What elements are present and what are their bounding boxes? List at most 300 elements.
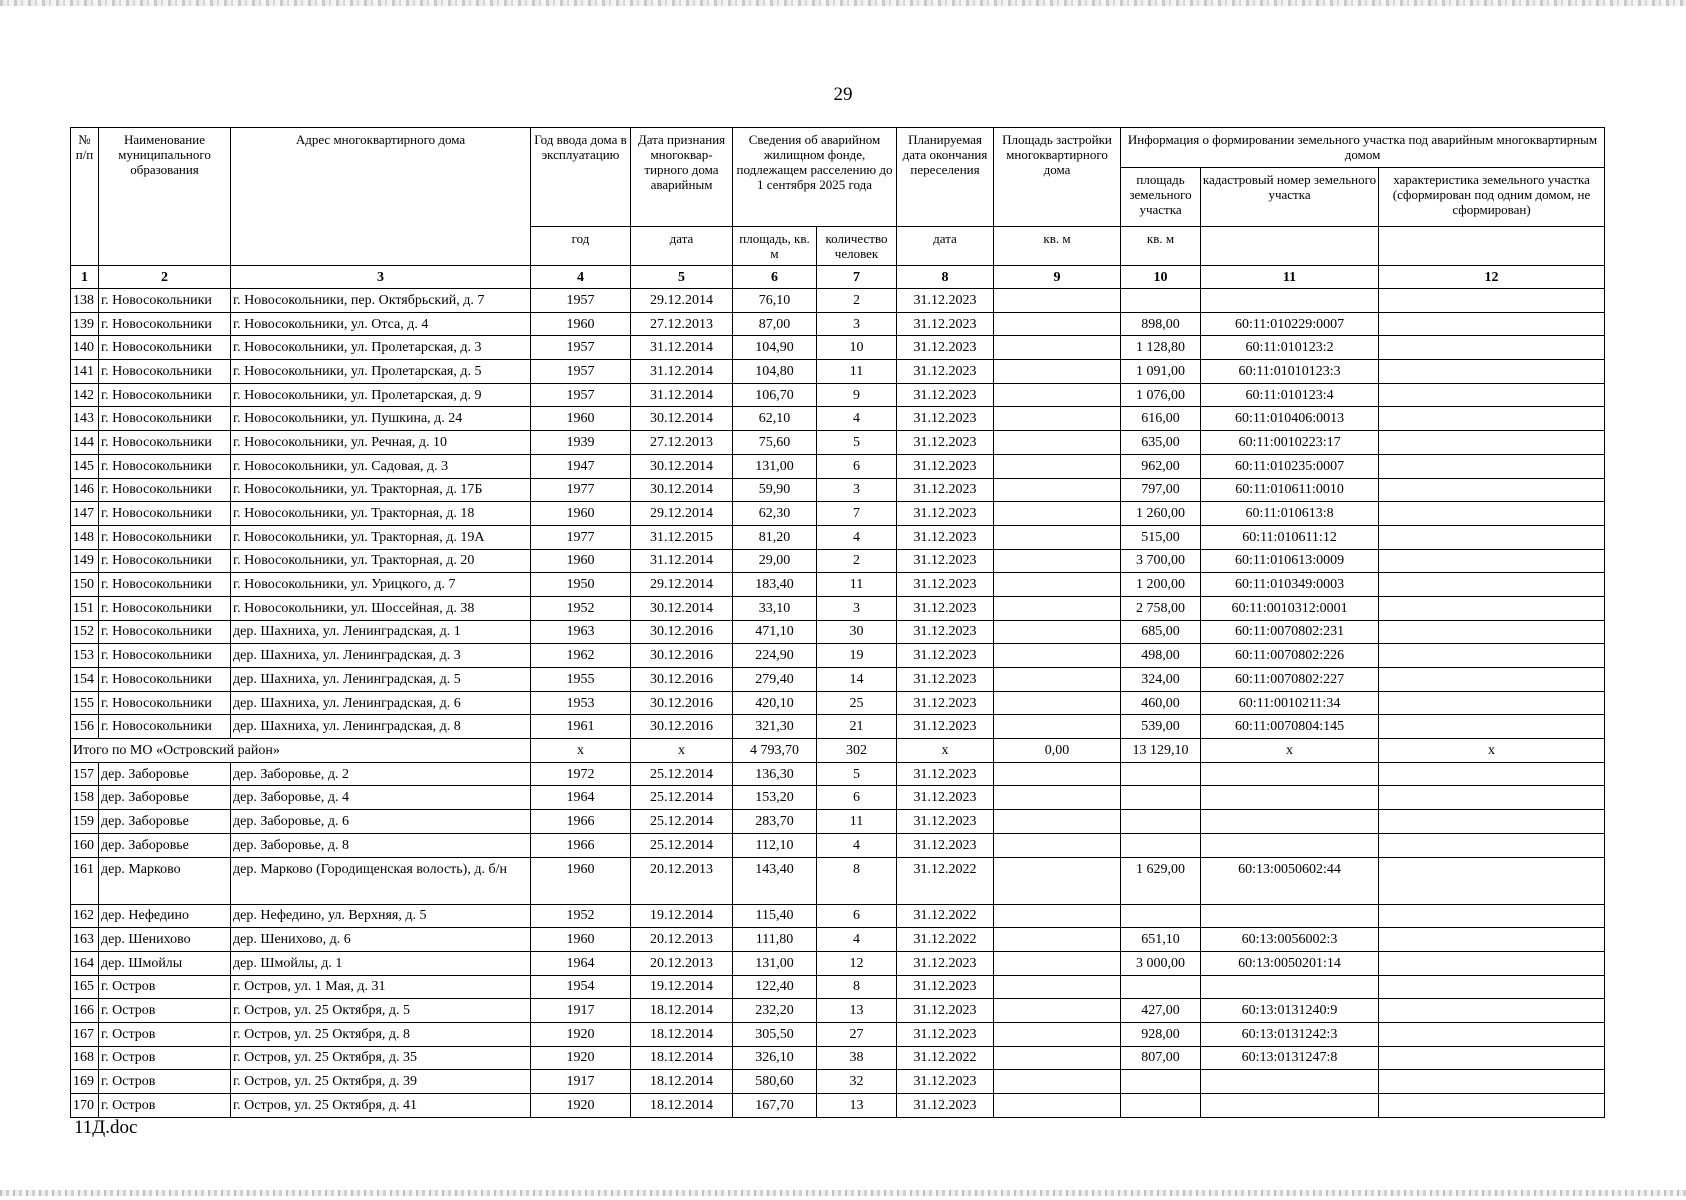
address-cell: г. Новосокольники, пер. Октябрьский, д. 7 bbox=[231, 289, 531, 313]
land-area-cell bbox=[1121, 833, 1201, 857]
recognition-date-cell: 19.12.2014 bbox=[631, 904, 733, 928]
address-cell: дер. Нефедино, ул. Верхняя, д. 5 bbox=[231, 904, 531, 928]
address-cell: г. Новосокольники, ул. Тракторная, д. 18 bbox=[231, 502, 531, 526]
land-characteristic-cell bbox=[1379, 904, 1605, 928]
land-characteristic-cell bbox=[1379, 360, 1605, 384]
address-cell: дер. Заборовье, д. 2 bbox=[231, 762, 531, 786]
municipality-cell: дер. Шенихово bbox=[99, 928, 231, 952]
column-numbers-row bbox=[71, 266, 1605, 289]
year-cell: 1920 bbox=[531, 1046, 631, 1070]
planned-date-cell: 31.12.2023 bbox=[897, 810, 994, 834]
land-characteristic-cell bbox=[1379, 383, 1605, 407]
address-cell: г. Новосокольники, ул. Тракторная, д. 19А bbox=[231, 525, 531, 549]
year-cell: 1964 bbox=[531, 951, 631, 975]
land-characteristic-cell bbox=[1379, 431, 1605, 455]
municipality-cell: г. Новосокольники bbox=[99, 644, 231, 668]
municipality-cell: дер. Шмойлы bbox=[99, 951, 231, 975]
table-row bbox=[71, 431, 1605, 455]
year-cell: 1962 bbox=[531, 644, 631, 668]
land-characteristic-cell bbox=[1379, 644, 1605, 668]
recognition-date-cell: 25.12.2014 bbox=[631, 762, 733, 786]
recognition-date-cell: 20.12.2013 bbox=[631, 951, 733, 975]
row-number: 161 bbox=[71, 857, 99, 904]
table-row bbox=[71, 1022, 1605, 1046]
people-count-cell: 8 bbox=[817, 975, 897, 999]
area-cell: 279,40 bbox=[733, 668, 817, 692]
table-row bbox=[71, 620, 1605, 644]
land-area-cell: 324,00 bbox=[1121, 668, 1201, 692]
land-area-cell: 427,00 bbox=[1121, 999, 1201, 1023]
area-cell: 62,10 bbox=[733, 407, 817, 431]
municipality-cell: дер. Заборовье bbox=[99, 762, 231, 786]
planned-date-cell: 31.12.2023 bbox=[897, 999, 994, 1023]
planned-date-cell: 31.12.2023 bbox=[897, 762, 994, 786]
building-area-cell bbox=[994, 928, 1121, 952]
address-cell: г. Остров, ул. 25 Октября, д. 5 bbox=[231, 999, 531, 1023]
cadastral-number-cell: 60:11:010406:0013 bbox=[1201, 407, 1379, 431]
municipality-cell: г. Новосокольники bbox=[99, 596, 231, 620]
total-land-area: 13 129,10 bbox=[1121, 739, 1201, 763]
area-cell: 104,90 bbox=[733, 336, 817, 360]
planned-date-cell: 31.12.2023 bbox=[897, 525, 994, 549]
column-number: 2 bbox=[99, 266, 231, 289]
year-cell: 1952 bbox=[531, 904, 631, 928]
recognition-date-cell: 25.12.2014 bbox=[631, 833, 733, 857]
table-row bbox=[71, 644, 1605, 668]
building-area-cell bbox=[994, 786, 1121, 810]
people-count-cell: 25 bbox=[817, 691, 897, 715]
recognition-date-cell: 20.12.2013 bbox=[631, 857, 733, 904]
year-cell: 1950 bbox=[531, 573, 631, 597]
table-row bbox=[71, 715, 1605, 739]
cadastral-number-cell: 60:11:010349:0003 bbox=[1201, 573, 1379, 597]
land-characteristic-cell bbox=[1379, 573, 1605, 597]
unit-land-sqm: кв. м bbox=[1121, 227, 1201, 266]
planned-date-cell: 31.12.2023 bbox=[897, 360, 994, 384]
address-cell: дер. Шахниха, ул. Ленинградская, д. 6 bbox=[231, 691, 531, 715]
municipality-cell: г. Остров bbox=[99, 1094, 231, 1118]
building-area-cell bbox=[994, 502, 1121, 526]
row-number: 155 bbox=[71, 691, 99, 715]
year-cell: 1957 bbox=[531, 383, 631, 407]
municipality-cell: г. Остров bbox=[99, 999, 231, 1023]
building-area-cell bbox=[994, 596, 1121, 620]
planned-date-cell: 31.12.2023 bbox=[897, 1094, 994, 1118]
address-cell: г. Остров, ул. 25 Октября, д. 39 bbox=[231, 1070, 531, 1094]
total-building-area: 0,00 bbox=[994, 739, 1121, 763]
table-row bbox=[71, 289, 1605, 313]
year-cell: 1960 bbox=[531, 312, 631, 336]
planned-date-cell: 31.12.2023 bbox=[897, 1070, 994, 1094]
header-land-info: Информация о формировании земельного участка под аварийным многоквартирным домом bbox=[1121, 128, 1605, 168]
land-characteristic-cell bbox=[1379, 407, 1605, 431]
row-number: 154 bbox=[71, 668, 99, 692]
land-characteristic-cell bbox=[1379, 1070, 1605, 1094]
column-number: 3 bbox=[231, 266, 531, 289]
building-area-cell bbox=[994, 1022, 1121, 1046]
year-cell: 1966 bbox=[531, 810, 631, 834]
building-area-cell bbox=[994, 336, 1121, 360]
row-number: 139 bbox=[71, 312, 99, 336]
scan-edge-bottom bbox=[0, 1190, 1686, 1196]
address-cell: дер. Шахниха, ул. Ленинградская, д. 3 bbox=[231, 644, 531, 668]
area-cell: 321,30 bbox=[733, 715, 817, 739]
recognition-date-cell: 30.12.2016 bbox=[631, 644, 733, 668]
land-characteristic-cell bbox=[1379, 1094, 1605, 1118]
header-recognition-date: Дата признания многоквар-тирного дома аварийным bbox=[631, 128, 733, 227]
planned-date-cell: 31.12.2023 bbox=[897, 620, 994, 644]
area-cell: 224,90 bbox=[733, 644, 817, 668]
year-cell: 1920 bbox=[531, 1094, 631, 1118]
row-number: 163 bbox=[71, 928, 99, 952]
land-area-cell: 962,00 bbox=[1121, 454, 1201, 478]
address-cell: дер. Шахниха, ул. Ленинградская, д. 1 bbox=[231, 620, 531, 644]
area-cell: 305,50 bbox=[733, 1022, 817, 1046]
area-cell: 75,60 bbox=[733, 431, 817, 455]
planned-date-cell: 31.12.2023 bbox=[897, 573, 994, 597]
year-cell: 1957 bbox=[531, 360, 631, 384]
land-area-cell: 1 128,80 bbox=[1121, 336, 1201, 360]
row-number: 152 bbox=[71, 620, 99, 644]
recognition-date-cell: 18.12.2014 bbox=[631, 1070, 733, 1094]
total-row bbox=[71, 739, 1605, 763]
municipality-cell: г. Новосокольники bbox=[99, 454, 231, 478]
recognition-date-cell: 30.12.2014 bbox=[631, 478, 733, 502]
land-area-cell: 807,00 bbox=[1121, 1046, 1201, 1070]
building-area-cell bbox=[994, 360, 1121, 384]
table-row bbox=[71, 502, 1605, 526]
recognition-date-cell: 18.12.2014 bbox=[631, 1094, 733, 1118]
header-address: Адрес многоквартирного дома bbox=[231, 128, 531, 266]
address-cell: г. Новосокольники, ул. Урицкого, д. 7 bbox=[231, 573, 531, 597]
people-count-cell: 2 bbox=[817, 289, 897, 313]
row-number: 167 bbox=[71, 1022, 99, 1046]
municipality-cell: г. Остров bbox=[99, 1022, 231, 1046]
building-area-cell bbox=[994, 1094, 1121, 1118]
people-count-cell: 4 bbox=[817, 833, 897, 857]
recognition-date-cell: 31.12.2014 bbox=[631, 549, 733, 573]
column-number: 7 bbox=[817, 266, 897, 289]
building-area-cell bbox=[994, 668, 1121, 692]
row-number: 157 bbox=[71, 762, 99, 786]
land-characteristic-cell bbox=[1379, 478, 1605, 502]
municipality-cell: г. Новосокольники bbox=[99, 691, 231, 715]
cadastral-number-cell: 60:13:0131242:3 bbox=[1201, 1022, 1379, 1046]
land-characteristic-cell bbox=[1379, 786, 1605, 810]
column-number: 9 bbox=[994, 266, 1121, 289]
area-cell: 131,00 bbox=[733, 951, 817, 975]
land-characteristic-cell bbox=[1379, 1046, 1605, 1070]
municipality-cell: г. Новосокольники bbox=[99, 620, 231, 644]
unit-cadastral-empty bbox=[1201, 227, 1379, 266]
address-cell: г. Новосокольники, ул. Садовая, д. 3 bbox=[231, 454, 531, 478]
year-cell: 1977 bbox=[531, 478, 631, 502]
building-area-cell bbox=[994, 833, 1121, 857]
area-cell: 106,70 bbox=[733, 383, 817, 407]
table-row bbox=[71, 928, 1605, 952]
area-cell: 122,40 bbox=[733, 975, 817, 999]
column-number: 8 bbox=[897, 266, 994, 289]
building-area-cell bbox=[994, 1046, 1121, 1070]
building-area-cell bbox=[994, 644, 1121, 668]
cadastral-number-cell: 60:11:0070802:227 bbox=[1201, 668, 1379, 692]
cadastral-number-cell: 60:11:010123:4 bbox=[1201, 383, 1379, 407]
municipality-cell: г. Новосокольники bbox=[99, 502, 231, 526]
address-cell: г. Остров, ул. 25 Октября, д. 41 bbox=[231, 1094, 531, 1118]
municipality-cell: г. Новосокольники bbox=[99, 289, 231, 313]
municipality-cell: г. Новосокольники bbox=[99, 360, 231, 384]
people-count-cell: 3 bbox=[817, 312, 897, 336]
address-cell: дер. Заборовье, д. 4 bbox=[231, 786, 531, 810]
recognition-date-cell: 30.12.2016 bbox=[631, 620, 733, 644]
land-characteristic-cell bbox=[1379, 454, 1605, 478]
municipality-cell: дер. Заборовье bbox=[99, 833, 231, 857]
land-area-cell: 1 091,00 bbox=[1121, 360, 1201, 384]
cadastral-number-cell bbox=[1201, 1070, 1379, 1094]
cadastral-number-cell: 60:11:0070802:226 bbox=[1201, 644, 1379, 668]
unit-people: количество человек bbox=[817, 227, 897, 266]
header-cadastral: кадастровый номер земельного участка bbox=[1201, 168, 1379, 227]
land-area-cell bbox=[1121, 762, 1201, 786]
building-area-cell bbox=[994, 383, 1121, 407]
recognition-date-cell: 29.12.2014 bbox=[631, 289, 733, 313]
people-count-cell: 27 bbox=[817, 1022, 897, 1046]
planned-date-cell: 31.12.2023 bbox=[897, 549, 994, 573]
land-area-cell: 515,00 bbox=[1121, 525, 1201, 549]
address-cell: г. Новосокольники, ул. Тракторная, д. 20 bbox=[231, 549, 531, 573]
cadastral-number-cell bbox=[1201, 786, 1379, 810]
year-cell: 1957 bbox=[531, 336, 631, 360]
land-characteristic-cell bbox=[1379, 691, 1605, 715]
address-cell: дер. Шахниха, ул. Ленинградская, д. 5 bbox=[231, 668, 531, 692]
recognition-date-cell: 31.12.2014 bbox=[631, 360, 733, 384]
emergency-housing-table bbox=[70, 127, 1605, 1118]
area-cell: 62,30 bbox=[733, 502, 817, 526]
planned-date-cell: 31.12.2023 bbox=[897, 478, 994, 502]
row-number: 156 bbox=[71, 715, 99, 739]
people-count-cell: 4 bbox=[817, 525, 897, 549]
land-area-cell: 616,00 bbox=[1121, 407, 1201, 431]
building-area-cell bbox=[994, 289, 1121, 313]
municipality-cell: г. Новосокольники bbox=[99, 549, 231, 573]
land-characteristic-cell bbox=[1379, 596, 1605, 620]
table-row bbox=[71, 1094, 1605, 1118]
column-number: 10 bbox=[1121, 266, 1201, 289]
planned-date-cell: 31.12.2022 bbox=[897, 928, 994, 952]
unit-year: год bbox=[531, 227, 631, 266]
building-area-cell bbox=[994, 454, 1121, 478]
planned-date-cell: 31.12.2023 bbox=[897, 691, 994, 715]
building-area-cell bbox=[994, 857, 1121, 904]
row-number: 142 bbox=[71, 383, 99, 407]
row-number: 150 bbox=[71, 573, 99, 597]
land-area-cell: 898,00 bbox=[1121, 312, 1201, 336]
people-count-cell: 14 bbox=[817, 668, 897, 692]
area-cell: 580,60 bbox=[733, 1070, 817, 1094]
people-count-cell: 13 bbox=[817, 1094, 897, 1118]
table-row bbox=[71, 762, 1605, 786]
building-area-cell bbox=[994, 312, 1121, 336]
planned-date-cell: 31.12.2023 bbox=[897, 289, 994, 313]
row-number: 149 bbox=[71, 549, 99, 573]
recognition-date-cell: 31.12.2015 bbox=[631, 525, 733, 549]
land-characteristic-cell bbox=[1379, 951, 1605, 975]
area-cell: 136,30 bbox=[733, 762, 817, 786]
table-row bbox=[71, 999, 1605, 1023]
people-count-cell: 10 bbox=[817, 336, 897, 360]
land-area-cell: 498,00 bbox=[1121, 644, 1201, 668]
address-cell: г. Новосокольники, ул. Пролетарская, д. 3 bbox=[231, 336, 531, 360]
land-area-cell: 797,00 bbox=[1121, 478, 1201, 502]
year-cell: 1960 bbox=[531, 502, 631, 526]
planned-date-cell: 31.12.2022 bbox=[897, 1046, 994, 1070]
year-cell: 1920 bbox=[531, 1022, 631, 1046]
table-row bbox=[71, 596, 1605, 620]
row-number: 170 bbox=[71, 1094, 99, 1118]
address-cell: г. Остров, ул. 25 Октября, д. 8 bbox=[231, 1022, 531, 1046]
total-date: x bbox=[631, 739, 733, 763]
year-cell: 1939 bbox=[531, 431, 631, 455]
address-cell: г. Остров, ул. 25 Октября, д. 35 bbox=[231, 1046, 531, 1070]
table-row bbox=[71, 904, 1605, 928]
table-row bbox=[71, 810, 1605, 834]
land-area-cell: 1 629,00 bbox=[1121, 857, 1201, 904]
municipality-cell: г. Новосокольники bbox=[99, 431, 231, 455]
land-area-cell bbox=[1121, 904, 1201, 928]
people-count-cell: 11 bbox=[817, 810, 897, 834]
cadastral-number-cell: 60:13:0050201:14 bbox=[1201, 951, 1379, 975]
cadastral-number-cell bbox=[1201, 762, 1379, 786]
table-row bbox=[71, 549, 1605, 573]
row-number: 143 bbox=[71, 407, 99, 431]
municipality-cell: г. Новосокольники bbox=[99, 312, 231, 336]
planned-date-cell: 31.12.2023 bbox=[897, 502, 994, 526]
building-area-cell bbox=[994, 620, 1121, 644]
page-number: 29 bbox=[833, 84, 853, 105]
area-cell: 29,00 bbox=[733, 549, 817, 573]
recognition-date-cell: 31.12.2014 bbox=[631, 383, 733, 407]
cadastral-number-cell: 60:11:0010211:34 bbox=[1201, 691, 1379, 715]
cadastral-number-cell: 60:11:010229:0007 bbox=[1201, 312, 1379, 336]
people-count-cell: 3 bbox=[817, 478, 897, 502]
municipality-cell: г. Новосокольники bbox=[99, 525, 231, 549]
table-row bbox=[71, 668, 1605, 692]
year-cell: 1953 bbox=[531, 691, 631, 715]
planned-date-cell: 31.12.2023 bbox=[897, 644, 994, 668]
land-characteristic-cell bbox=[1379, 975, 1605, 999]
land-area-cell: 1 076,00 bbox=[1121, 383, 1201, 407]
people-count-cell: 6 bbox=[817, 786, 897, 810]
planned-date-cell: 31.12.2022 bbox=[897, 904, 994, 928]
land-area-cell: 3 000,00 bbox=[1121, 951, 1201, 975]
people-count-cell: 4 bbox=[817, 928, 897, 952]
area-cell: 76,10 bbox=[733, 289, 817, 313]
table-body bbox=[71, 266, 1605, 1118]
recognition-date-cell: 29.12.2014 bbox=[631, 502, 733, 526]
table-row bbox=[71, 478, 1605, 502]
land-area-cell bbox=[1121, 975, 1201, 999]
building-area-cell bbox=[994, 431, 1121, 455]
address-cell: дер. Заборовье, д. 6 bbox=[231, 810, 531, 834]
land-area-cell: 2 758,00 bbox=[1121, 596, 1201, 620]
building-area-cell bbox=[994, 525, 1121, 549]
recognition-date-cell: 18.12.2014 bbox=[631, 999, 733, 1023]
area-cell: 111,80 bbox=[733, 928, 817, 952]
people-count-cell: 11 bbox=[817, 360, 897, 384]
recognition-date-cell: 30.12.2014 bbox=[631, 407, 733, 431]
municipality-cell: г. Остров bbox=[99, 975, 231, 999]
building-area-cell bbox=[994, 999, 1121, 1023]
cadastral-number-cell bbox=[1201, 289, 1379, 313]
people-count-cell: 5 bbox=[817, 762, 897, 786]
people-count-cell: 3 bbox=[817, 596, 897, 620]
people-count-cell: 38 bbox=[817, 1046, 897, 1070]
cadastral-number-cell: 60:11:010235:0007 bbox=[1201, 454, 1379, 478]
land-characteristic-cell bbox=[1379, 833, 1605, 857]
column-number: 1 bbox=[71, 266, 99, 289]
planned-date-cell: 31.12.2023 bbox=[897, 833, 994, 857]
people-count-cell: 6 bbox=[817, 454, 897, 478]
column-number: 6 bbox=[733, 266, 817, 289]
planned-date-cell: 31.12.2023 bbox=[897, 786, 994, 810]
building-area-cell bbox=[994, 810, 1121, 834]
header-land-char: характеристика земельного участка (сформирован под одним домом, не сформирован) bbox=[1379, 168, 1605, 227]
address-cell: г. Новосокольники, ул. Речная, д. 10 bbox=[231, 431, 531, 455]
cadastral-number-cell: 60:11:0010312:0001 bbox=[1201, 596, 1379, 620]
column-number: 11 bbox=[1201, 266, 1379, 289]
row-number: 166 bbox=[71, 999, 99, 1023]
row-number: 153 bbox=[71, 644, 99, 668]
planned-date-cell: 31.12.2023 bbox=[897, 431, 994, 455]
area-cell: 167,70 bbox=[733, 1094, 817, 1118]
total-characteristic: x bbox=[1379, 739, 1605, 763]
year-cell: 1917 bbox=[531, 1070, 631, 1094]
building-area-cell bbox=[994, 1070, 1121, 1094]
land-characteristic-cell bbox=[1379, 810, 1605, 834]
area-cell: 87,00 bbox=[733, 312, 817, 336]
column-number: 12 bbox=[1379, 266, 1605, 289]
cadastral-number-cell: 60:11:0010223:17 bbox=[1201, 431, 1379, 455]
cadastral-number-cell: 60:13:0131247:8 bbox=[1201, 1046, 1379, 1070]
recognition-date-cell: 19.12.2014 bbox=[631, 975, 733, 999]
year-cell: 1964 bbox=[531, 786, 631, 810]
total-year: x bbox=[531, 739, 631, 763]
row-number: 168 bbox=[71, 1046, 99, 1070]
planned-date-cell: 31.12.2023 bbox=[897, 951, 994, 975]
row-number: 159 bbox=[71, 810, 99, 834]
municipality-cell: г. Новосокольники bbox=[99, 407, 231, 431]
year-cell: 1966 bbox=[531, 833, 631, 857]
planned-date-cell: 31.12.2023 bbox=[897, 454, 994, 478]
recognition-date-cell: 30.12.2014 bbox=[631, 454, 733, 478]
address-cell: дер. Заборовье, д. 8 bbox=[231, 833, 531, 857]
people-count-cell: 12 bbox=[817, 951, 897, 975]
header-planned-date: Планируемая дата окончания переселения bbox=[897, 128, 994, 227]
row-number: 138 bbox=[71, 289, 99, 313]
area-cell: 59,90 bbox=[733, 478, 817, 502]
area-cell: 153,20 bbox=[733, 786, 817, 810]
planned-date-cell: 31.12.2023 bbox=[897, 596, 994, 620]
recognition-date-cell: 18.12.2014 bbox=[631, 1046, 733, 1070]
land-area-cell bbox=[1121, 810, 1201, 834]
cadastral-number-cell: 60:11:010613:0009 bbox=[1201, 549, 1379, 573]
building-area-cell bbox=[994, 715, 1121, 739]
cadastral-number-cell bbox=[1201, 833, 1379, 857]
row-number: 162 bbox=[71, 904, 99, 928]
municipality-cell: дер. Заборовье bbox=[99, 786, 231, 810]
area-cell: 326,10 bbox=[733, 1046, 817, 1070]
planned-date-cell: 31.12.2023 bbox=[897, 312, 994, 336]
